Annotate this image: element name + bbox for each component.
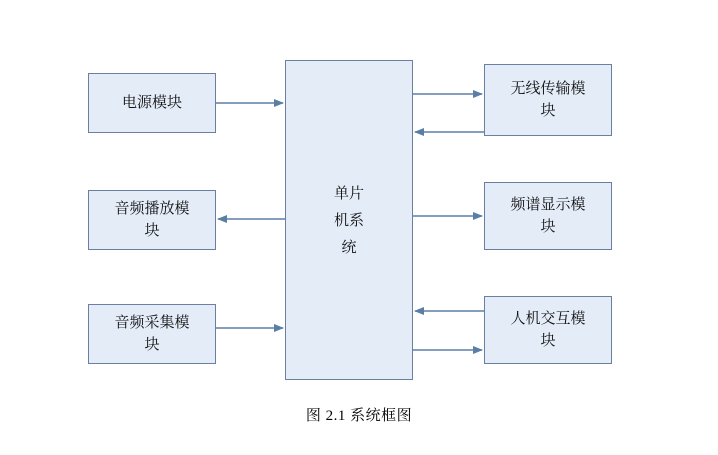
- node-human-machine-interaction-module[interactable]: [484, 296, 612, 364]
- node-audio-capture-module[interactable]: [88, 304, 216, 364]
- node-mcu-system[interactable]: [285, 60, 413, 380]
- node-audio-capture-module-label: 音频采集模 块: [114, 313, 190, 353]
- node-wireless-transmission-module[interactable]: [484, 64, 612, 136]
- node-power-module-label: 电源模块: [121, 93, 182, 111]
- node-wireless-transmission-module-label: 无线传输模 块: [510, 79, 586, 119]
- node-audio-playback-module-label: 音频播放模 块: [114, 199, 190, 239]
- node-spectrum-display-module-label: 频谱显示模 块: [510, 195, 586, 235]
- node-spectrum-display-module[interactable]: [484, 182, 612, 250]
- figure-caption: 图 2.1 系统框图: [305, 408, 413, 424]
- node-power-module[interactable]: [88, 73, 216, 133]
- node-mcu-system-label: 单片 机系 统: [333, 184, 364, 256]
- node-audio-playback-module[interactable]: [88, 190, 216, 250]
- node-human-machine-interaction-module-label: 人机交互模 块: [510, 309, 586, 349]
